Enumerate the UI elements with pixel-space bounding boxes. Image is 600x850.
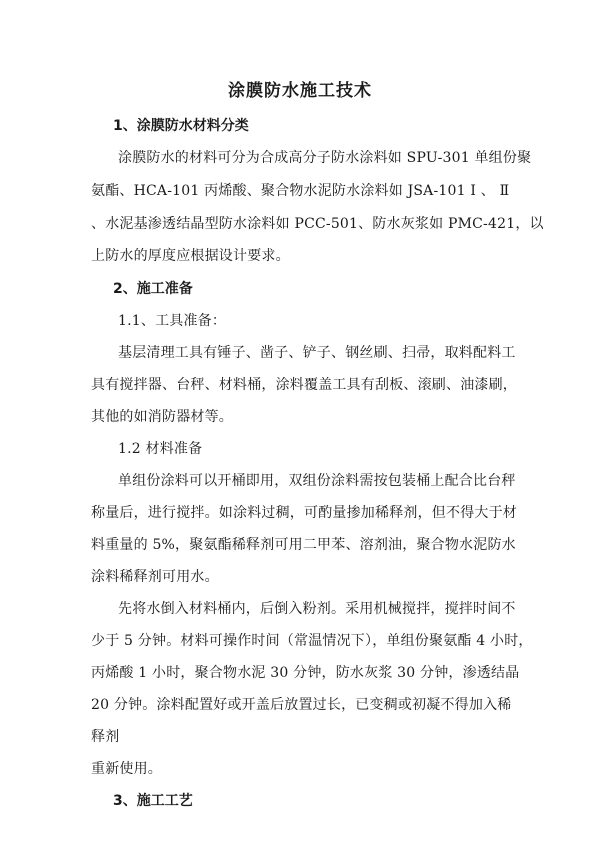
paragraph-line: 单组份涂料可以开桶即用，双组份涂料需按包装桶上配合比台秤 [118,473,516,489]
paragraph-line: 料重量的 5%，聚氨酯稀释剂可用二甲苯、溶剂油，聚合物水泥防水 [91,537,516,553]
paragraph-line: 20 分钟。涂料配置好或开盖后放置过长，已变稠或初凝不得加入稀 [91,697,512,713]
paragraph-line: 、水泥基渗透结晶型防水涂料如 PCC-501、防水灰浆如 PMC-421，以 [91,216,544,232]
paragraph-line: 重新使用。 [91,761,162,777]
paragraph-line: 上防水的厚度应根据设计要求。 [91,248,290,264]
paragraph-line: 释剂 [91,729,120,745]
page-title: 涂膜防水施工技术 [228,81,372,101]
paragraph-line: 丙烯酸 1 小时，聚合物水泥 30 分钟，防水灰浆 30 分钟，渗透结晶 [91,665,520,681]
subsection-heading: 1.2 材料准备 [118,441,203,457]
paragraph-line: 具有搅拌器、台秤、材料桶，涂料覆盖工具有刮板、滚刷、油漆刷， [91,377,517,393]
paragraph-line: 涂料稀释剂可用水。 [91,569,219,585]
paragraph-line: 少于 5 分钟。材料可操作时间（常温情况下），单组份聚氨酯 4 小时， [91,633,533,649]
section-3-heading: 3、施工工艺 [113,793,193,809]
paragraph-line: 其他的如消防器材等。 [91,409,233,425]
paragraph-line: 基层清理工具有锤子、凿子、铲子、钢丝刷、扫帚，取料配料工 [118,345,516,361]
section-2-heading: 2、施工准备 [113,281,193,297]
paragraph-line: 先将水倒入材料桶内，后倒入粉剂。采用机械搅拌，搅拌时间不 [118,601,516,617]
section-1-heading: 1、涂膜防水材料分类 [113,118,249,134]
paragraph-line: 涂膜防水的材料可分为合成高分子防水涂料如 SPU-301 单组份聚 [118,150,532,166]
paragraph-line: 称量后，进行搅拌。如涂料过稠，可酌量掺加稀释剂，但不得大于材 [91,505,517,521]
paragraph-line: 氨酯、HCA-101 丙烯酸、聚合物水泥防水涂料如 JSA-101 Ⅰ 、 Ⅱ [91,183,510,199]
subsection-heading: 1.1、工具准备： [118,313,227,329]
